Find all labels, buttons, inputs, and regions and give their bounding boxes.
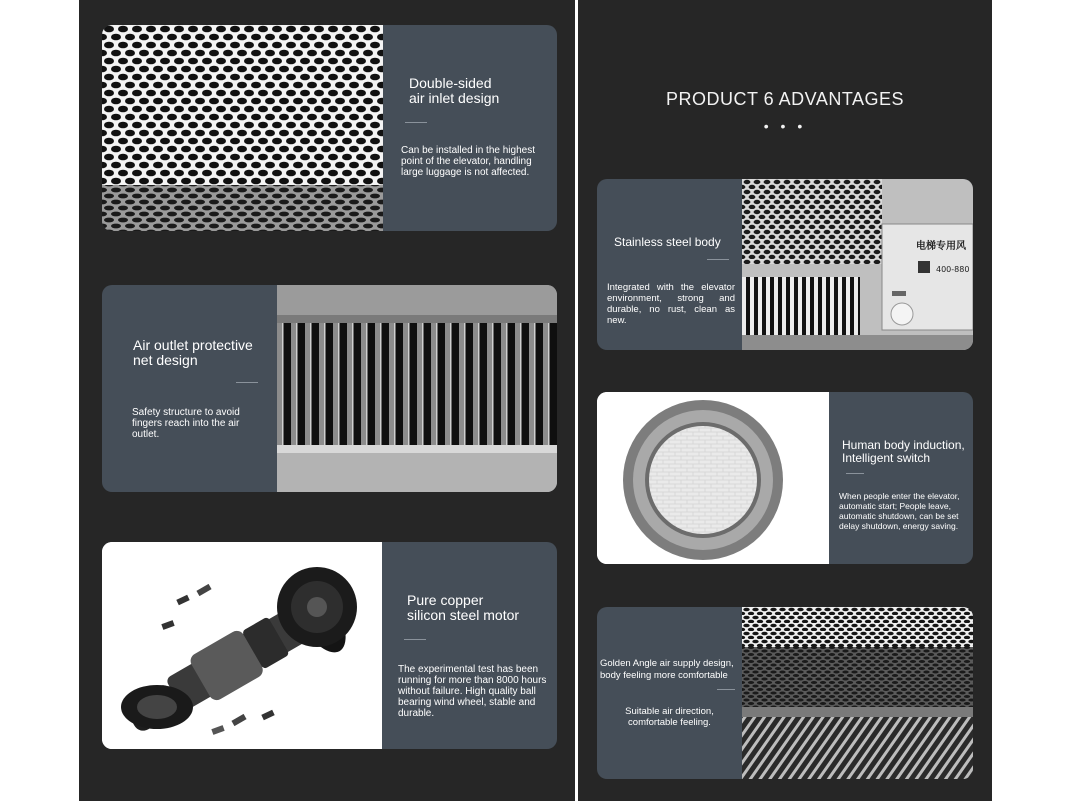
card-description: Safety structure to avoid fingers reach into the air outlet. [132, 407, 240, 440]
card-air-inlet [102, 25, 557, 231]
outlet-grille-image [277, 285, 557, 492]
card-description: Suitable air direction, comfortable feeling. [625, 706, 714, 728]
card-title: Golden Angle air supply design, body feeling more comfortable [600, 658, 734, 681]
card-description: When people enter the elevator, automatic start; People leave, automatic shutdown, can be set delay shutdown, energy saving. [839, 491, 960, 531]
card-text-area [383, 25, 557, 231]
divider-dash [846, 473, 864, 474]
divider-dash [404, 639, 426, 640]
card-induction [597, 392, 973, 564]
card-motor [102, 542, 557, 749]
card-stainless [597, 179, 973, 350]
perforated-mesh-image [102, 25, 383, 231]
card-text-area [102, 285, 277, 492]
right-panel [578, 0, 992, 801]
card-description: Can be installed in the highest point of the elevator, handling large luggage is not affected. [401, 145, 535, 178]
card-title: Human body induction, Intelligent switch [842, 438, 965, 465]
angled-mesh-image [742, 607, 973, 779]
divider-dash [236, 382, 258, 383]
card-title: Stainless steel body [614, 235, 721, 249]
divider-dash [717, 689, 735, 690]
card-title: Air outlet protective net design [133, 337, 253, 368]
card-air-supply [597, 607, 973, 779]
section-title: PRODUCT 6 ADVANTAGES [665, 89, 905, 109]
device-body-image [742, 179, 973, 350]
sensor-image [597, 392, 829, 564]
card-air-outlet [102, 285, 557, 492]
card-text-area [382, 542, 557, 749]
card-text-area [597, 179, 742, 350]
motor-exploded-image [102, 542, 382, 749]
card-description: The experimental test has been running for more than 8000 hours without failure. High quality ball bearing wind wheel, stable and durable. [398, 664, 547, 719]
divider-dash [405, 122, 427, 123]
card-title: Double-sided air inlet design [409, 75, 500, 106]
card-text-area [829, 392, 973, 564]
section-dots: • • • [763, 118, 807, 134]
left-panel [79, 0, 575, 801]
card-text-area [597, 607, 742, 779]
device-label-text: 电梯专用风 [916, 241, 966, 252]
card-title: Pure copper silicon steel motor [407, 592, 520, 623]
divider-dash [707, 259, 729, 260]
card-description: Integrated with the elevator environment, strong and durable, no rust, clean as new. [607, 282, 735, 326]
device-phone-text: 400-880 [936, 265, 970, 274]
